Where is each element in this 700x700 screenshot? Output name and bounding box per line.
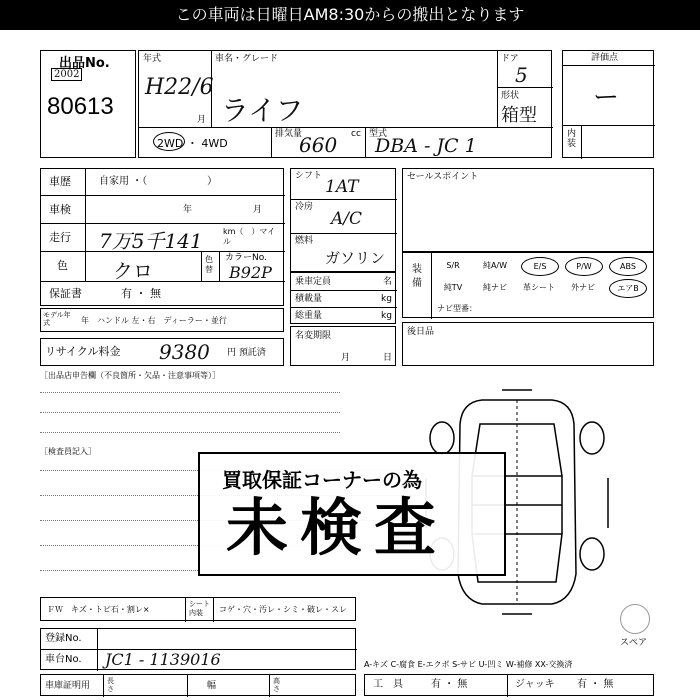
color-number-label: カラーNo. [225, 253, 267, 263]
sales-point-box [402, 168, 654, 252]
vehicle-info-box [138, 50, 552, 158]
recycle-suffix: 円 預託済 [227, 348, 266, 358]
stamp-line-1: 買取保証コーナーの為 [222, 468, 422, 492]
capacity-box [290, 272, 396, 324]
shift-label: シフト [295, 171, 323, 181]
drive-type: 2WD ・ 4WD [157, 137, 228, 150]
option-genuine-tv: 純TV [443, 283, 463, 292]
load-label: 積載量 [295, 294, 323, 304]
fuel-value: ガソリン [325, 249, 386, 267]
model-code-label: 型式 [369, 129, 388, 139]
mileage-label: 走行 [49, 231, 71, 244]
doors-label: ドア [501, 54, 519, 64]
name-change-day: 日 [383, 353, 393, 363]
ac-label: 冷房 [295, 202, 314, 212]
option-airbag: エアB [609, 279, 647, 298]
windshield-defects: ＦＷ キズ・トビ石・割レ× [47, 605, 150, 614]
model-year-values: 年 ハンドル 左・右 ディーラー・並行 [81, 316, 227, 325]
name-change-label: 名変期限 [295, 331, 332, 341]
equipment-row-1 [435, 257, 651, 274]
warranty-value: 有 ・ 無 [121, 287, 161, 300]
after-items-box [402, 322, 654, 366]
year-value: H22/6 [145, 75, 214, 100]
recycle-row [40, 338, 284, 366]
warranty-label: 保証書 [49, 287, 82, 300]
name-change-month: 月 [341, 353, 351, 363]
history-box [40, 168, 284, 306]
lot-year-stamp: 2002 [51, 68, 82, 81]
color-value: クロ [113, 259, 153, 283]
defects-row [40, 597, 356, 621]
lot-number-label: 出品No. [59, 56, 110, 71]
displacement-value: 660 [299, 133, 338, 157]
seat-interior-defects: コゲ・穴・汚レ・シミ・破レ・スレ [219, 605, 347, 614]
inspection-label: 車検 [49, 203, 71, 216]
option-genuine-navi: 純ナビ [483, 283, 507, 292]
option-abs: ABS [609, 257, 647, 276]
weight-unit: kg [381, 311, 392, 321]
ac-value: A/C [331, 209, 363, 229]
inspection-month: 月 [253, 205, 263, 215]
length-label: 長さ [107, 677, 114, 693]
mileage-value: 7万5千141 [99, 229, 203, 253]
interior-label: 内装 [567, 129, 577, 149]
spare-tire-icon [620, 604, 650, 634]
seat-interior-label: シート内装 [189, 600, 210, 617]
mileage-unit: km（ ）マイル [223, 227, 276, 246]
recycle-value: 9380 [159, 340, 210, 364]
model-year-label: モデル年式 [43, 311, 71, 327]
option-es: E/S [521, 257, 559, 276]
chassis-number-label: 車台No. [45, 654, 82, 665]
tools-row [364, 674, 654, 696]
jack-label: ジャッキ [515, 679, 555, 690]
capacity-unit: 名 [383, 277, 393, 287]
body-value: 箱型 [501, 105, 537, 126]
history-label: 車歴 [49, 175, 71, 188]
width-label: 幅 [207, 681, 217, 691]
rating-label: 評価点 [591, 53, 619, 63]
fuel-label: 燃料 [295, 236, 314, 246]
rating-value: ー [593, 83, 620, 113]
capacity-label: 乗車定員 [295, 277, 332, 287]
equipment-label: 装備 [412, 264, 422, 289]
pickup-notice-banner: この車両は日曜日AM8:30からの搬出となります [0, 0, 700, 30]
registration-label: 登録No. [45, 633, 82, 644]
color-number-value: B92P [229, 263, 272, 282]
tools-value: 有 ・ 無 [431, 679, 468, 690]
model-code-value: DBA - JC 1 [375, 135, 477, 157]
spec-box [290, 168, 396, 272]
shift-value: 1AT [325, 177, 359, 197]
weight-label: 総重量 [295, 311, 323, 321]
unverified-stamp [198, 452, 506, 576]
body-label: 形状 [501, 91, 520, 101]
registration-box [40, 628, 356, 670]
load-unit: kg [381, 294, 392, 304]
navi-model-label: ナビ型番： [437, 304, 477, 313]
damage-code-legend: A-キズ C-腐食 E-エクボ S-サビ U-凹ミ W-補修 XX-交換済 [364, 660, 573, 669]
month-suffix: 月 [197, 115, 207, 125]
spare-tire-label: スペア [620, 638, 648, 648]
jack-value: 有 ・ 無 [577, 679, 614, 690]
car-name-value: ライフ [221, 94, 304, 127]
cc-unit: cc [351, 129, 361, 139]
car-name-label: 車名・グレード [215, 54, 279, 64]
sales-point-label: セールスポイント [407, 172, 479, 182]
chassis-number-value: JC1 - 1139016 [105, 650, 221, 669]
garage-certificate-row [40, 674, 356, 696]
equipment-box [402, 252, 654, 318]
displacement-label: 排気量 [275, 129, 303, 139]
drive-2wd-circle [153, 132, 185, 151]
garage-certificate-label: 車庫証明用 [45, 681, 91, 691]
stamp-line-2: 未検査 [226, 491, 449, 564]
seller-notice-label: ［出品店申告欄（不良箇所・欠品・注意事項等）］ [40, 371, 220, 380]
lot-number-value: 80613 [47, 93, 114, 120]
color-change-label: 色替 [205, 255, 213, 274]
tools-label: 工 具 [373, 679, 403, 690]
model-year-row [40, 308, 284, 332]
color-label: 色 [57, 259, 68, 272]
doors-value: 5 [515, 63, 528, 87]
lot-number-box [40, 50, 136, 158]
rating-box [562, 50, 654, 158]
option-power-windows: P/W [565, 257, 603, 276]
inspector-notes-label: ［検査員記入］ [40, 447, 96, 456]
after-items-label: 後日品 [407, 327, 435, 337]
name-change-box [290, 326, 396, 366]
option-leather-seats: 革シート [523, 283, 555, 292]
inspection-year: 年 [183, 205, 193, 215]
height-label: 高さ [273, 677, 280, 693]
year-label: 年式 [143, 54, 162, 64]
option-aftermarket-navi: 外ナビ [571, 283, 595, 292]
option-alloy-wheels: 純A/W [482, 261, 508, 270]
history-value: 自家用 ・（ ） [99, 176, 218, 187]
equipment-row-2 [435, 279, 651, 296]
recycle-label: リサイクル料金 [45, 345, 121, 358]
option-sunroof: S/R [446, 261, 460, 270]
